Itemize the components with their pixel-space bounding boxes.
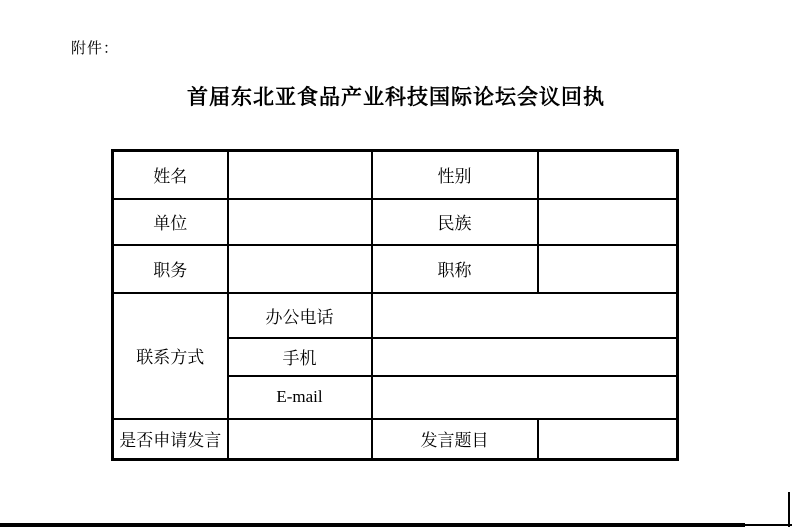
bottom-edge-bar (0, 523, 745, 527)
organization-input-cell[interactable] (228, 199, 372, 245)
professional-title-input-cell[interactable] (538, 245, 678, 293)
position-input-cell[interactable] (228, 245, 372, 293)
ethnicity-label-cell: 民族 (372, 199, 538, 245)
speech-request-input-cell[interactable] (228, 419, 372, 460)
gender-input-cell[interactable] (538, 151, 678, 199)
office-phone-label-cell: 办公电话 (228, 293, 372, 338)
ethnicity-input-cell[interactable] (538, 199, 678, 245)
speech-title-label-cell: 发言题目 (372, 419, 538, 460)
bottom-edge-hairline (745, 524, 792, 526)
right-edge-hairline (788, 492, 790, 527)
organization-label-cell: 单位 (113, 199, 228, 245)
table-row (113, 151, 678, 199)
table-row (113, 245, 678, 293)
table-row (113, 419, 678, 460)
name-label-cell: 姓名 (113, 151, 228, 199)
reply-form-table (111, 149, 679, 461)
position-label-cell: 职务 (113, 245, 228, 293)
table-row (113, 293, 678, 338)
name-input-cell[interactable] (228, 151, 372, 199)
speech-request-label-cell: 是否申请发言 (113, 419, 228, 460)
office-phone-input-cell[interactable] (372, 293, 678, 338)
professional-title-label-cell: 职称 (372, 245, 538, 293)
mobile-input-cell[interactable] (372, 338, 678, 376)
email-label-cell: E-mail (228, 376, 372, 419)
attachment-label: 附件： (71, 41, 120, 57)
page-title: 首届东北亚食品产业科技国际论坛会议回执 (187, 85, 605, 109)
gender-label-cell: 性别 (372, 151, 538, 199)
speech-title-input-cell[interactable] (538, 419, 678, 460)
mobile-label-cell: 手机 (228, 338, 372, 376)
contact-section-label-cell: 联系方式 (113, 293, 228, 419)
table-row (113, 199, 678, 245)
email-input-cell[interactable] (372, 376, 678, 419)
